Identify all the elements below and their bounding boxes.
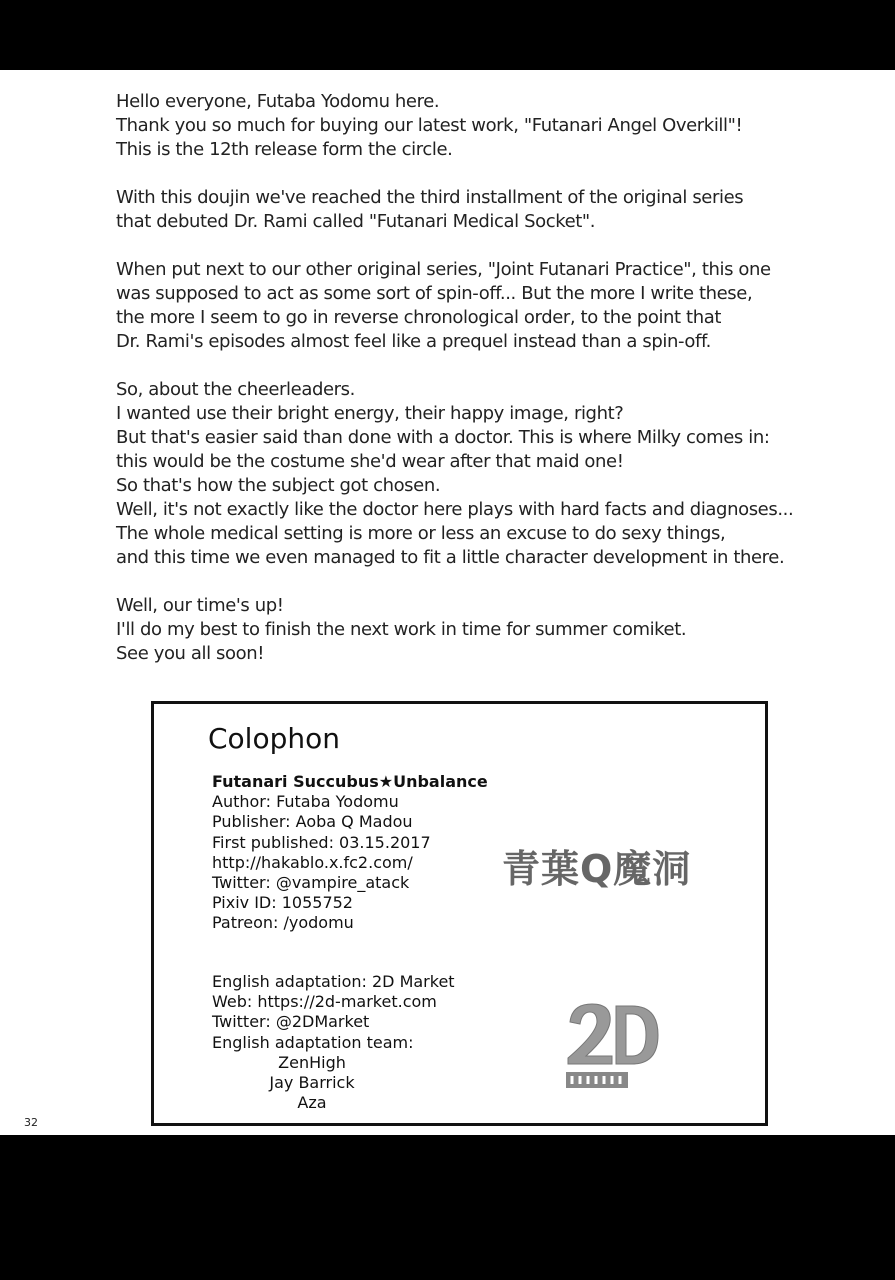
info-line: English adaptation team: <box>212 1032 414 1052</box>
text-line: Hello everyone, Futaba Yodomu here. <box>116 91 440 112</box>
team-member: ZenHigh <box>278 1052 346 1072</box>
text-line: See you all soon! <box>116 643 265 664</box>
text-line: the more I seem to go in reverse chronological order, to the point that <box>116 307 721 328</box>
publisher-logo: 青葉Q魔洞 <box>502 847 692 891</box>
logo-market-stripes <box>572 1076 620 1084</box>
colophon-box <box>151 701 768 1126</box>
afterword-text <box>116 90 793 690</box>
logo-2-glyph <box>568 1004 612 1064</box>
text-line: Thank you so much for buying our latest work, "Futanari Angel Overkill"! <box>116 115 743 136</box>
paragraph <box>116 594 793 666</box>
page-number: 32 <box>24 1116 38 1129</box>
info-line: Twitter: @2DMarket <box>212 1012 370 1032</box>
info-line: http://hakablo.x.fc2.com/ <box>212 852 413 872</box>
text-line: When put next to our other original series, "Joint Futanari Practice", this one <box>116 259 771 280</box>
colophon-title: Colophon <box>208 722 340 755</box>
text-line: So that's how the subject got chosen. <box>116 475 441 496</box>
paragraph <box>116 90 793 162</box>
info-line: Publisher: Aoba Q Madou <box>212 812 413 832</box>
info-line: Web: https://2d-market.com <box>212 992 437 1012</box>
paragraph <box>116 378 793 570</box>
text-line: So, about the cheerleaders. <box>116 379 355 400</box>
2d-market-logo <box>562 1000 662 1100</box>
text-line: With this doujin we've reached the third installment of the original series <box>116 187 744 208</box>
colophon-info <box>212 772 488 934</box>
text-line: that debuted Dr. Rami called "Futanari Medical Socket". <box>116 211 596 232</box>
text-line: The whole medical setting is more or less an excuse to do sexy things, <box>116 523 726 544</box>
text-line: Dr. Rami's episodes almost feel like a prequel instead than a spin-off. <box>116 331 711 352</box>
text-line: I'll do my best to finish the next work in time for summer comiket. <box>116 619 687 640</box>
adaptation-info <box>212 972 455 1113</box>
info-line: Author: Futaba Yodomu <box>212 792 399 812</box>
text-line: I wanted use their bright energy, their happy image, right? <box>116 403 624 424</box>
document-page <box>0 70 895 1135</box>
text-line: This is the 12th release form the circle. <box>116 139 453 160</box>
text-line: and this time we even managed to fit a little character development in there. <box>116 547 785 568</box>
team-member: Aza <box>297 1093 327 1113</box>
info-line: English adaptation: 2D Market <box>212 972 455 991</box>
info-line: First published: 03.15.2017 <box>212 832 431 852</box>
paragraph <box>116 186 793 234</box>
work-title: Futanari Succubus★Unbalance <box>212 772 488 791</box>
text-line: Well, it's not exactly like the doctor here plays with hard facts and diagnoses... <box>116 499 794 520</box>
team-member: Jay Barrick <box>269 1073 355 1093</box>
text-line: But that's easier said than done with a doctor. This is where Milky comes in: <box>116 427 770 448</box>
paragraph <box>116 258 793 354</box>
text-line: Well, our time's up! <box>116 595 284 616</box>
text-line: was supposed to act as some sort of spin-off... But the more I write these, <box>116 283 753 304</box>
info-line: Patreon: /yodomu <box>212 913 354 933</box>
info-line: Pixiv ID: 1055752 <box>212 893 353 913</box>
logo-d-glyph <box>616 1006 658 1064</box>
info-line: Twitter: @vampire_atack <box>212 873 410 893</box>
text-line: this would be the costume she'd wear after that maid one! <box>116 451 624 472</box>
